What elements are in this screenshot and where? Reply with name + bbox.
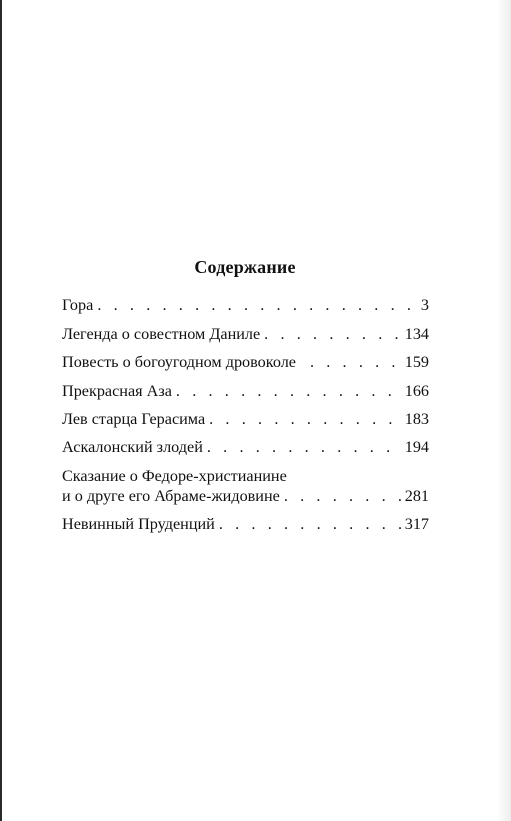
dot-leader <box>205 409 402 429</box>
toc-entry-page: 159 <box>404 353 429 371</box>
toc-entry[interactable] <box>62 466 429 506</box>
toc-entry-page: 183 <box>404 410 429 428</box>
dot-leader <box>93 295 418 315</box>
page-edge-right <box>497 0 511 821</box>
page-edge-left <box>0 0 2 821</box>
toc-entry[interactable] <box>62 437 429 457</box>
toc-entry-title: Лев старца Герасима <box>62 410 206 428</box>
toc-entry-title: и о друге его Абраме-жидовине <box>62 487 280 505</box>
toc-entry[interactable] <box>62 324 429 344</box>
page-title: Содержание <box>194 257 296 277</box>
dot-leader <box>172 381 402 401</box>
toc-entry-title: Повесть о богоугодном дровоколе <box>62 353 296 371</box>
toc-entry-page: 194 <box>404 438 429 456</box>
toc-entry[interactable] <box>62 352 429 372</box>
dot-leader <box>260 324 402 344</box>
toc-entry-page: 134 <box>404 325 429 343</box>
toc-entry-title: Прекрасная Аза <box>62 382 172 400</box>
toc-entry[interactable] <box>62 409 429 429</box>
toc-entry[interactable] <box>62 295 429 315</box>
toc-entry-page: 166 <box>404 382 429 400</box>
dot-leader <box>280 486 402 506</box>
toc-entry-title: Легенда о совестном Даниле <box>62 325 261 343</box>
toc-entry-title: Невинный Пруденций <box>62 515 215 533</box>
toc-entry[interactable] <box>62 381 429 401</box>
toc-entry-page: 281 <box>404 487 429 505</box>
dot-leader <box>215 514 402 534</box>
toc-entry-title: Гора <box>62 296 94 314</box>
toc-entry-page: 3 <box>420 296 429 314</box>
dot-leader <box>296 352 402 372</box>
dot-leader <box>203 437 402 457</box>
toc-entry-page: 317 <box>404 515 429 533</box>
toc-entry-title: Аскалонский злодей <box>62 438 203 456</box>
toc-entry-title-line1: Сказание о Федоре-христианине <box>62 467 287 485</box>
toc-entry[interactable] <box>62 514 429 534</box>
